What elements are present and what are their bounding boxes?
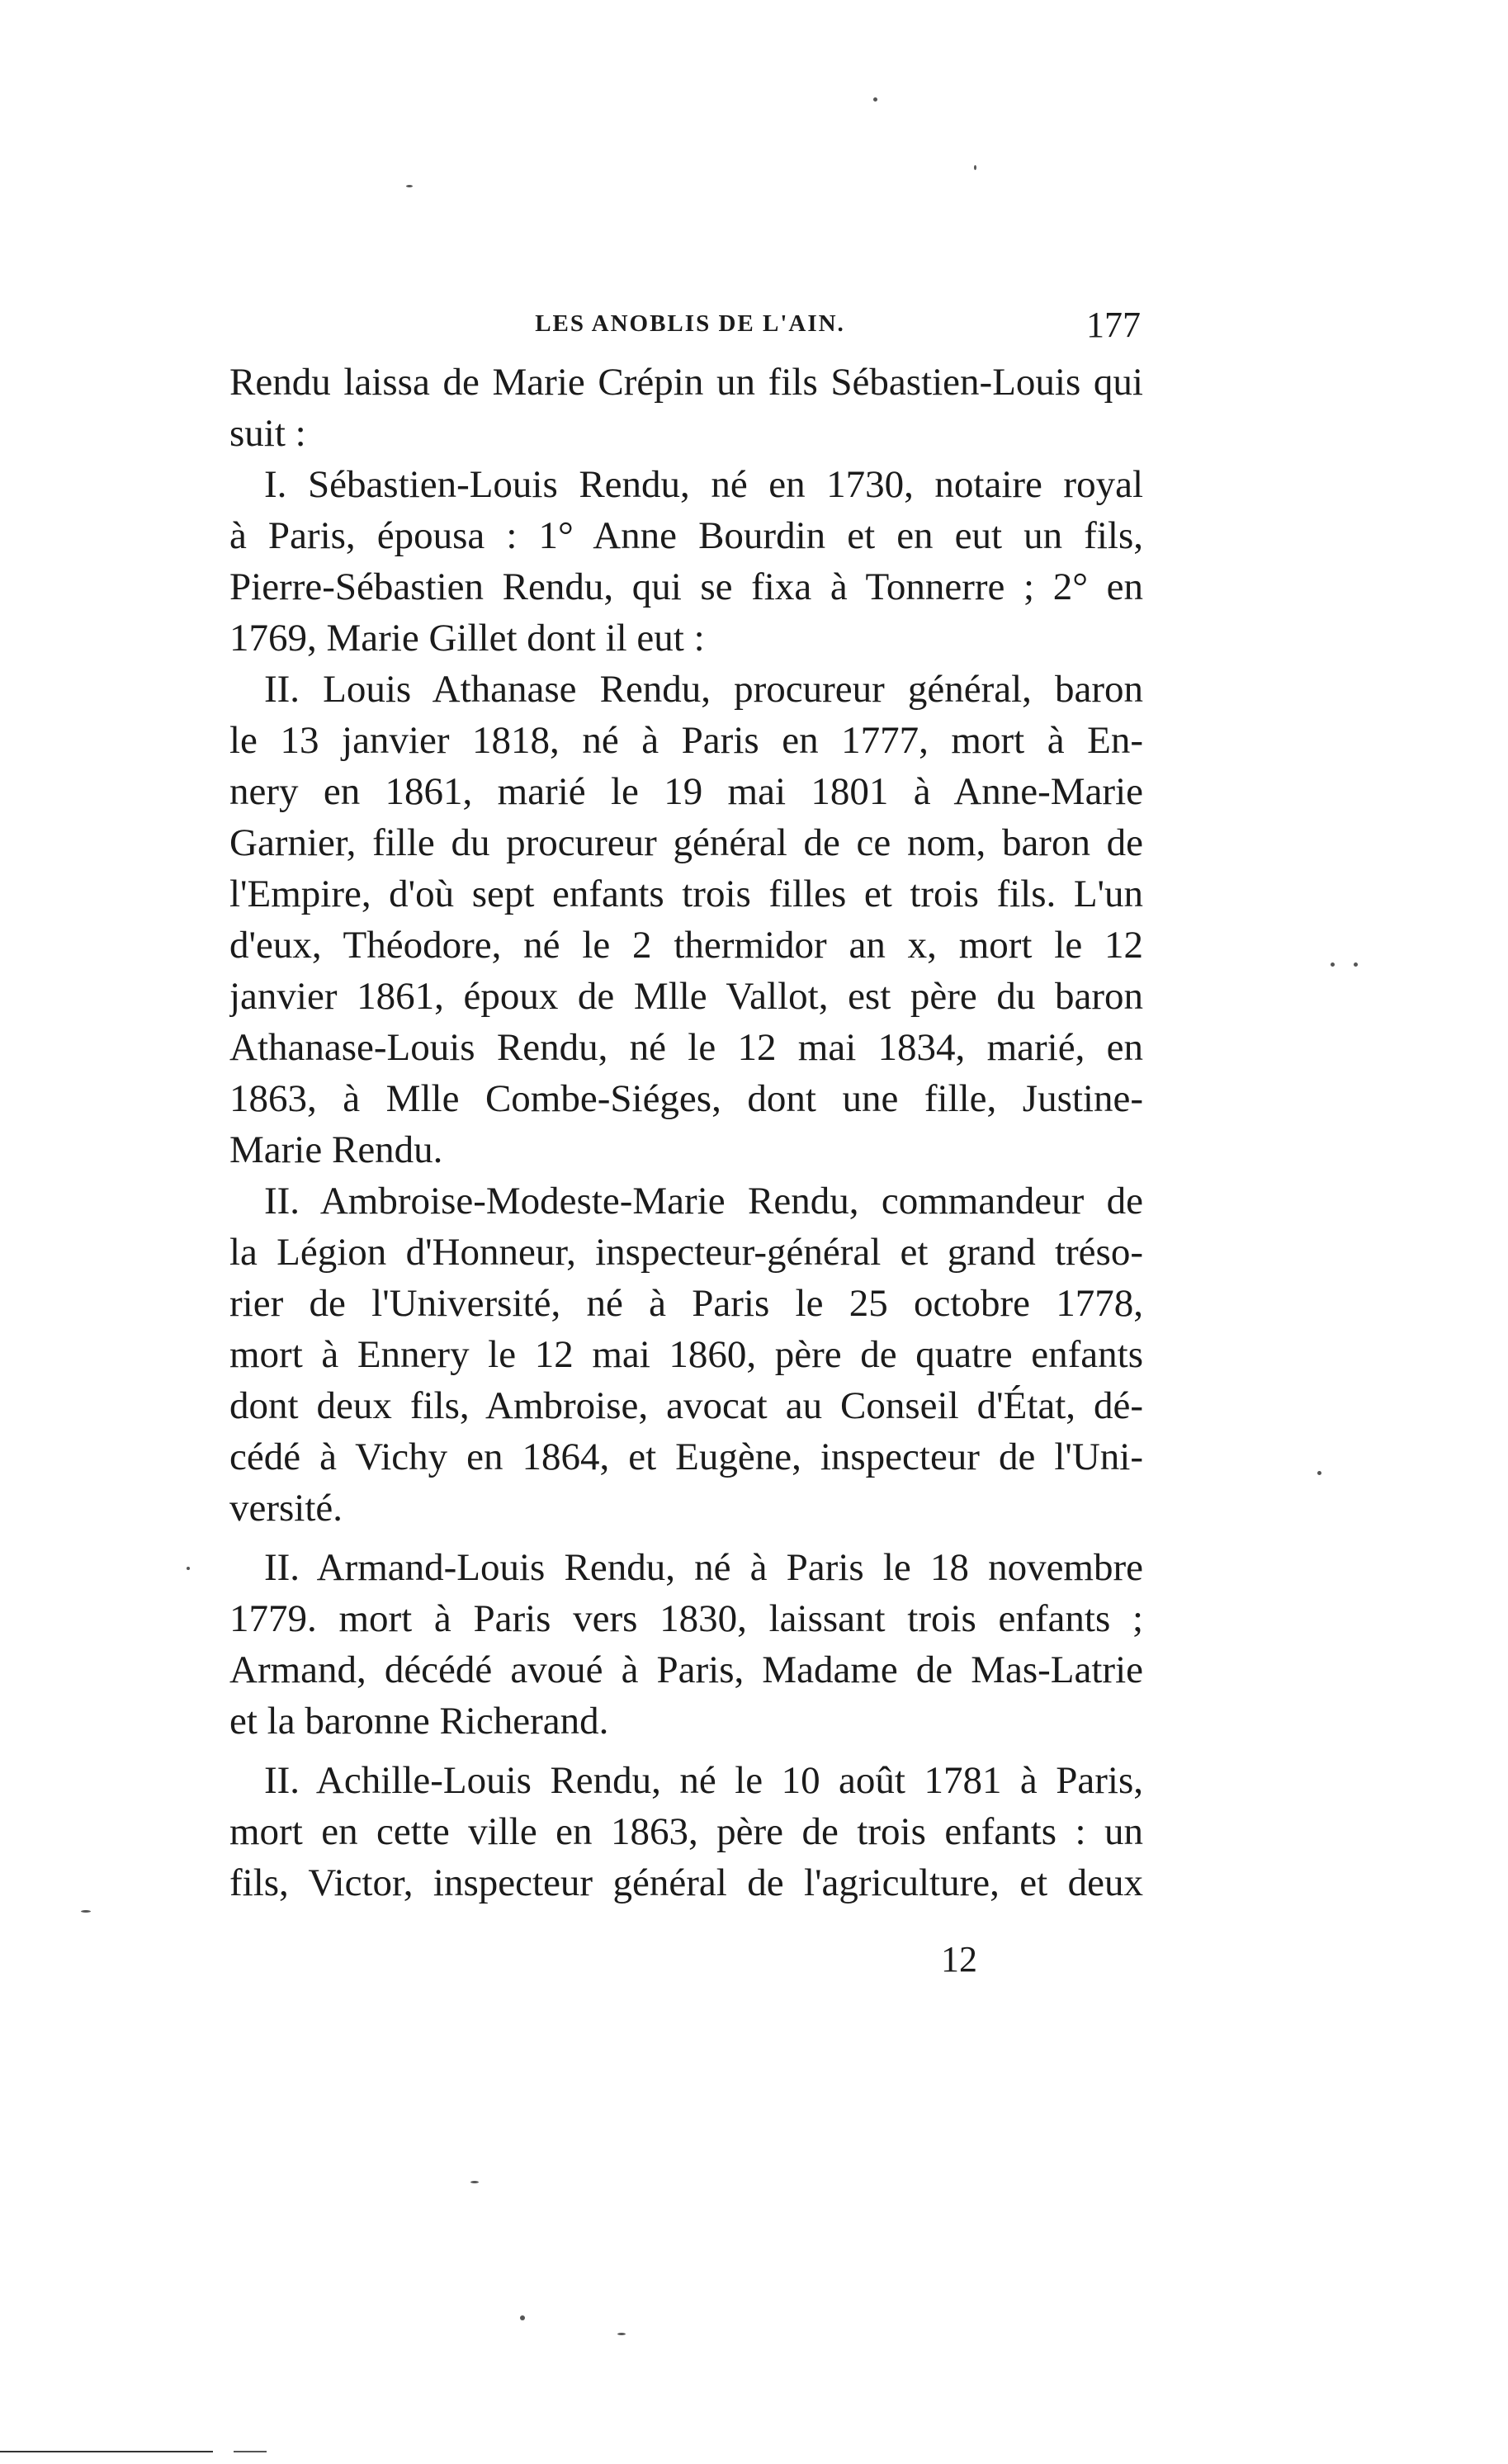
text-line: Rendu laissa de Marie Crépin un fils Sébastien-Louis qui [229, 361, 1143, 404]
text-line: et la baronne Richerand. [229, 1700, 609, 1743]
page-number: 177 [1086, 305, 1141, 345]
running-title: LES ANOBLIS DE L'AIN. [535, 310, 845, 337]
scan-speck [873, 97, 877, 102]
text-line: versité. [229, 1487, 343, 1530]
scan-speck [1354, 962, 1358, 967]
text-line: I. Sébastien-Louis Rendu, né en 1730, notaire royal [264, 463, 1143, 506]
text-line: Athanase-Louis Rendu, né le 12 mai 1834, marié, en [229, 1026, 1143, 1069]
bottom-rule-fragment [234, 2451, 267, 2452]
scan-speck [470, 2181, 479, 2183]
text-line: fils, Victor, inspecteur général de l'agriculture, et deux [229, 1861, 1143, 1904]
text-line: suit : [229, 412, 306, 455]
text-line: 1769, Marie Gillet dont il eut : [229, 617, 705, 660]
scan-speck [1317, 1471, 1321, 1475]
text-line: dont deux fils, Ambroise, avocat au Conseil d'État, dé- [229, 1384, 1143, 1427]
text-line: II. Armand-Louis Rendu, né à Paris le 18 novembre [264, 1546, 1143, 1589]
text-line: la Légion d'Honneur, inspecteur-général et grand tréso- [229, 1231, 1143, 1274]
scan-speck [406, 185, 413, 187]
scan-speck [81, 1910, 91, 1913]
text-line: Pierre-Sébastien Rendu, qui se fixa à Tonnerre ; 2° en [229, 565, 1143, 608]
text-line: mort à Ennery le 12 mai 1860, père de quatre enfants [229, 1333, 1143, 1376]
text-line: Armand, décédé avoué à Paris, Madame de Mas-Latrie [229, 1648, 1143, 1691]
scan-speck [1331, 962, 1335, 967]
text-line: le 13 janvier 1818, né à Paris en 1777, mort à En- [229, 719, 1143, 762]
text-line: l'Empire, d'où sept enfants trois filles et trois fils. L'un [229, 873, 1143, 915]
text-line: 1779. mort à Paris vers 1830, laissant trois enfants ; [229, 1597, 1143, 1640]
scan-speck [187, 1567, 190, 1570]
scan-speck [617, 2333, 626, 2335]
signature-mark: 12 [941, 1939, 977, 1979]
text-line: II. Louis Athanase Rendu, procureur général, baron [264, 668, 1143, 711]
text-line: II. Achille-Louis Rendu, né le 10 août 1781 à Paris, [264, 1759, 1143, 1802]
text-line: d'eux, Théodore, né le 2 thermidor an x, mort le 12 [229, 924, 1143, 967]
scan-speck [520, 2315, 525, 2320]
text-line: mort en cette ville en 1863, père de trois enfants : un [229, 1810, 1143, 1853]
text-line: cédé à Vichy en 1864, et Eugène, inspecteur de l'Uni- [229, 1435, 1143, 1478]
text-line: 1863, à Mlle Combe-Siéges, dont une fille, Justine- [229, 1077, 1143, 1120]
page-header [239, 304, 1141, 350]
text-line: rier de l'Université, né à Paris le 25 octobre 1778, [229, 1282, 1143, 1325]
text-line: nery en 1861, marié le 19 mai 1801 à Anne-Marie [229, 770, 1143, 813]
text-line: Marie Rendu. [229, 1128, 443, 1171]
scan-speck [974, 165, 976, 170]
text-line: Garnier, fille du procureur général de ce nom, baron de [229, 821, 1143, 864]
text-line: à Paris, épousa : 1° Anne Bourdin et en eut un fils, [229, 514, 1143, 557]
body-text [229, 357, 1143, 1908]
bottom-rule [0, 2451, 213, 2452]
text-line: janvier 1861, époux de Mlle Vallot, est père du baron [229, 975, 1143, 1018]
text-line: II. Ambroise-Modeste-Marie Rendu, commandeur de [264, 1180, 1143, 1223]
